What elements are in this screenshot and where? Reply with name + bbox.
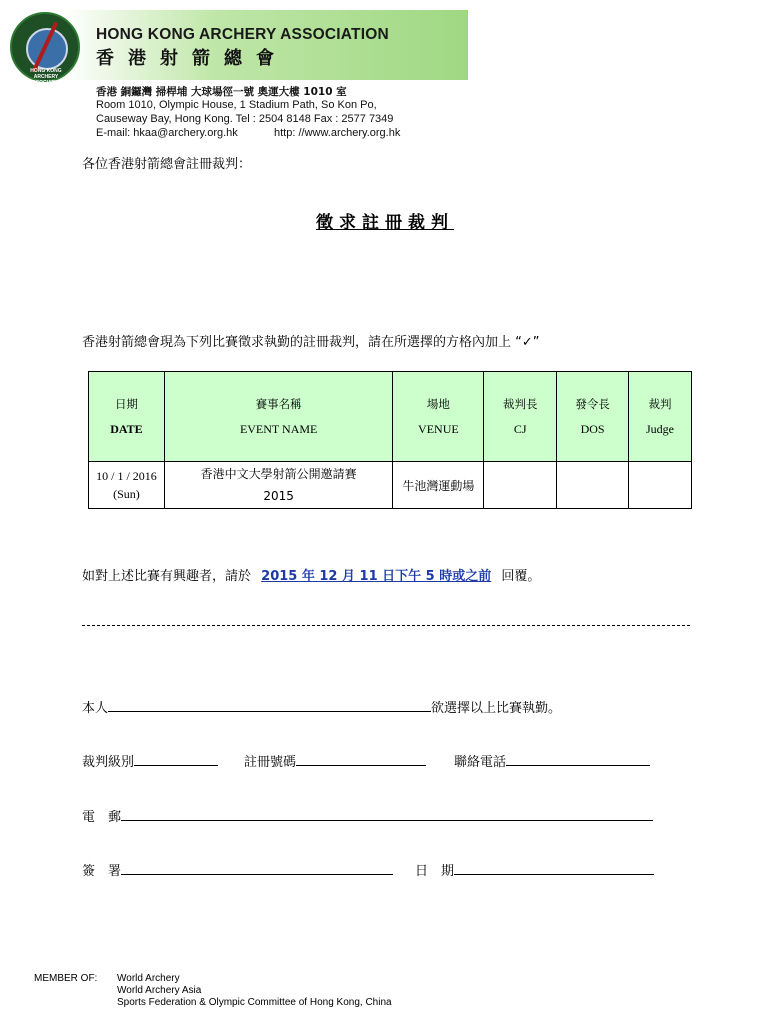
cj-checkbox-cell[interactable] [484, 462, 557, 509]
signature-field[interactable] [121, 860, 393, 875]
member-item: World Archery [117, 973, 180, 984]
logo-emblem-icon [26, 28, 68, 70]
address-english-line1: Room 1010, Olympic House, 1 Stadium Path, So Kon Po, [96, 99, 377, 111]
member-item: World Archery Asia [117, 985, 202, 996]
event-date-cell [89, 462, 165, 509]
reg-no-line [244, 751, 426, 770]
org-name-english: HONG KONG ARCHERY ASSOCIATION [96, 26, 389, 43]
name-field[interactable] [108, 697, 431, 712]
contact-line [96, 127, 401, 139]
date-field[interactable] [454, 860, 654, 875]
name-line [82, 697, 561, 716]
header-date: 日期 DATE [89, 372, 165, 462]
events-table [88, 371, 692, 509]
dos-checkbox-cell[interactable] [557, 462, 629, 509]
grade-line [82, 751, 218, 770]
event-venue: 牛池灣運動場 [393, 462, 484, 509]
logo-ring-text: HONG KONG ARCHERY ASSOCIATION [28, 68, 64, 86]
member-of-label: MEMBER OF: [34, 973, 98, 984]
signature-label: 簽 署 [82, 864, 122, 879]
org-name-chinese: 香港射箭總會 [96, 48, 288, 69]
phone-field[interactable] [506, 751, 650, 766]
email-line [82, 806, 653, 825]
header-dos: 發令長 DOS [557, 372, 629, 462]
phone-label: 聯絡電話 [454, 755, 507, 770]
cut-line-divider [82, 625, 690, 626]
event-year: 2015 [263, 489, 294, 503]
archery-association-logo [10, 12, 80, 86]
header-judge: 裁判 Judge [629, 372, 692, 462]
reply-deadline: 2015 年 12 月 11 日下午 5 時或之前 [261, 569, 492, 584]
event-name-cell [164, 462, 393, 509]
date-line [415, 860, 654, 879]
event-name: 香港中文大學射箭公開邀請賽 [200, 467, 357, 481]
reg-no-field[interactable] [296, 751, 426, 766]
event-date: 10 / 1 / 2016 [96, 469, 157, 483]
page-title: 徵求註冊裁判 [316, 213, 454, 233]
email-label: 電 郵 [82, 810, 122, 825]
signature-line [82, 860, 393, 879]
date-label: 日 期 [415, 864, 455, 879]
header-cj: 裁判長 CJ [484, 372, 557, 462]
reply-instruction [82, 565, 540, 584]
email-field[interactable] [121, 806, 653, 821]
grade-label: 裁判級別 [82, 755, 135, 770]
address-english-line2: Causeway Bay, Hong Kong. Tel : 2504 8148 Fax : 2577 7349 [96, 113, 394, 125]
address-chinese: 香港 銅鑼灣 掃桿埔 大球場徑一號 奧運大樓 1010 室 [96, 86, 347, 98]
name-prefix-label: 本人 [82, 701, 109, 716]
table-header-row [89, 372, 692, 462]
email-address: E-mail: hkaa@archery.org.hk [96, 127, 238, 139]
reg-no-label: 註冊號碼 [244, 755, 297, 770]
header-venue: 場地 VENUE [393, 372, 484, 462]
header-event-name: 賽事名稱 EVENT NAME [164, 372, 393, 462]
judge-checkbox-cell[interactable] [629, 462, 692, 509]
member-list [117, 973, 392, 1009]
member-item: Sports Federation & Olympic Committee of Hong Kong, China [117, 997, 392, 1008]
phone-line [454, 751, 650, 770]
intro-paragraph: 香港射箭總會現為下列比賽徵求執勤的註冊裁判，請在所選擇的方格內加上 “✓” [82, 335, 540, 350]
name-suffix-label: 欲選擇以上比賽執勤。 [431, 701, 562, 716]
grade-field[interactable] [134, 751, 218, 766]
reply-suffix: 回覆。 [501, 569, 541, 584]
table-row [89, 462, 692, 509]
salutation: 各位香港射箭總會註冊裁判： [82, 157, 252, 172]
reply-prefix: 如對上述比賽有興趣者，請於 [82, 569, 252, 584]
website-address: http: //www.archery.org.hk [274, 127, 401, 139]
event-day: (Sun) [113, 487, 140, 501]
